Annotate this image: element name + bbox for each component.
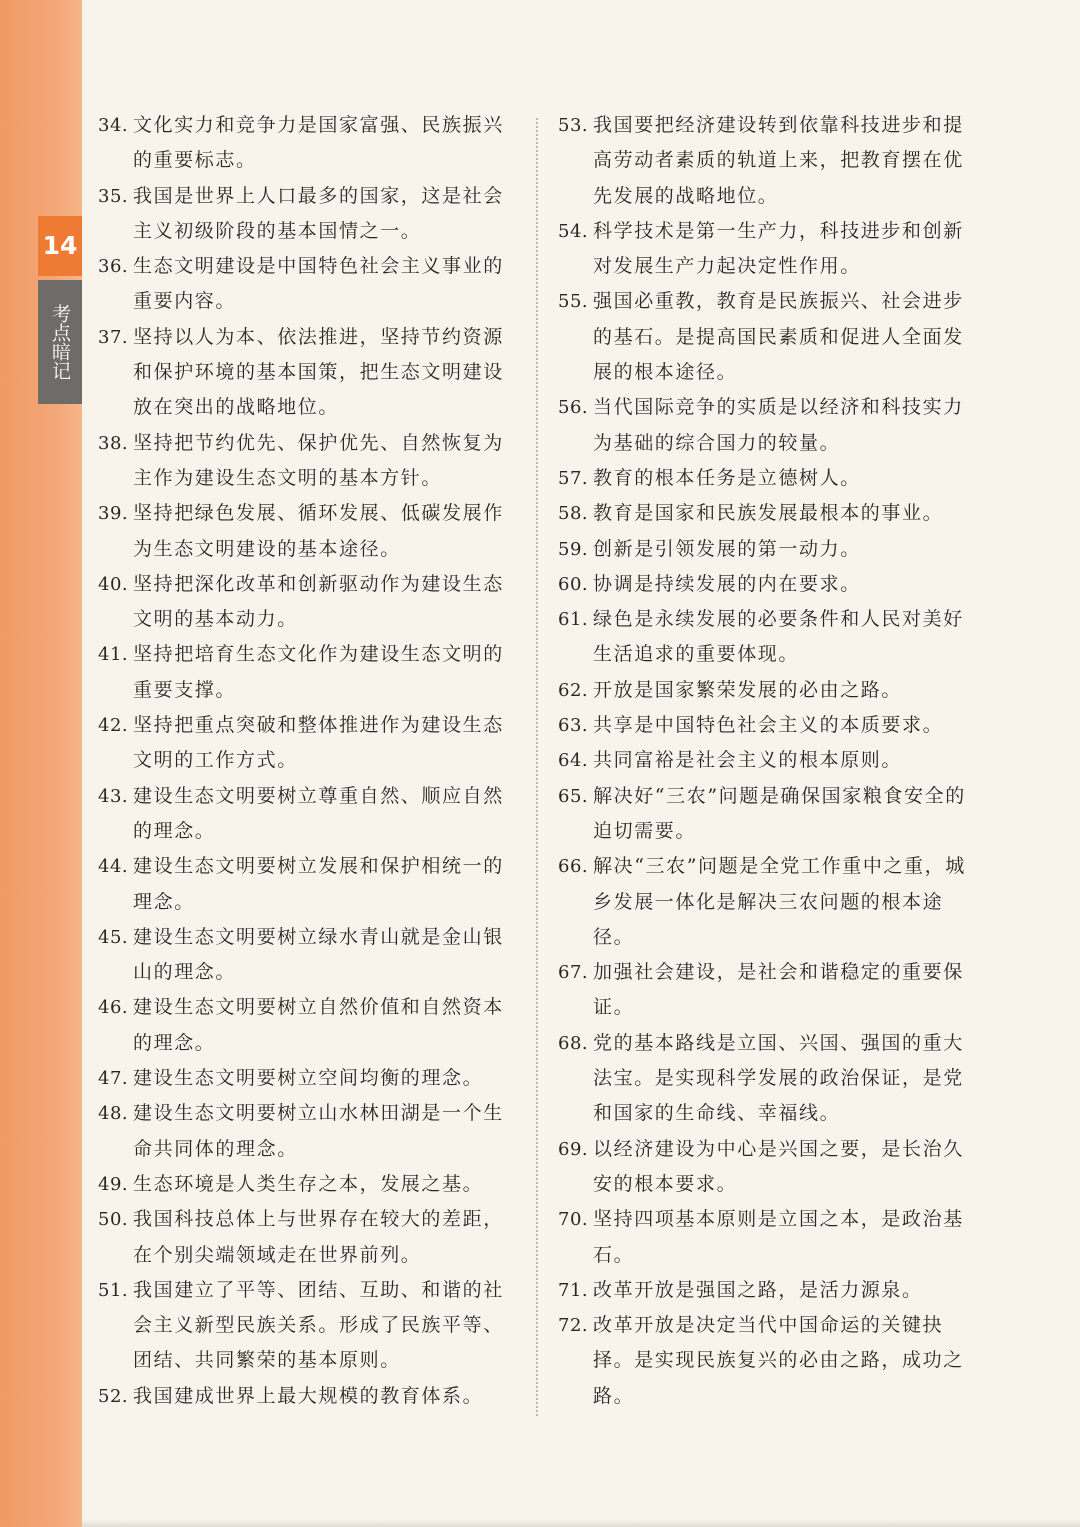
page-number: 14 xyxy=(38,216,82,276)
item-text: 坚持把重点突破和整体推进作为建设生态文明的工作方式。 xyxy=(133,714,504,772)
list-item xyxy=(558,1132,982,1203)
item-number: 35. xyxy=(98,185,129,207)
item-number: 58. xyxy=(558,503,589,525)
item-number: 46. xyxy=(98,997,129,1019)
item-number: 66. xyxy=(558,856,589,878)
item-text: 改革开放是决定当代中国命运的关键抉择。是实现民族复兴的必由之路，成功之路。 xyxy=(593,1314,964,1407)
list-item xyxy=(98,567,520,638)
list-item xyxy=(558,284,982,390)
item-text: 加强社会建设，是社会和谐稳定的重要保证。 xyxy=(593,961,964,1019)
item-text: 教育的根本任务是立德树人。 xyxy=(593,466,861,489)
item-text: 文化实力和竞争力是国家富强、民族振兴的重要标志。 xyxy=(133,114,504,172)
item-text: 我国科技总体上与世界存在较大的差距，在个别尖端领域走在世界前列。 xyxy=(133,1208,504,1266)
list-item xyxy=(98,637,520,708)
item-text: 建设生态文明要树立空间均衡的理念。 xyxy=(133,1067,484,1090)
item-number: 40. xyxy=(98,573,129,595)
item-text: 建设生态文明要树立绿水青山就是金山银山的理念。 xyxy=(133,925,504,984)
list-item xyxy=(98,708,520,779)
list-item xyxy=(558,390,982,461)
list-item xyxy=(98,1202,520,1273)
item-text: 解决好“三农”问题是确保国家粮食安全的迫切需要。 xyxy=(593,784,966,842)
item-number: 37. xyxy=(98,326,129,348)
list-item xyxy=(98,426,520,497)
list-item xyxy=(98,1096,520,1167)
item-text: 建设生态文明要树立尊重自然、顺应自然的理念。 xyxy=(133,784,504,842)
item-number: 72. xyxy=(558,1315,589,1337)
list-item xyxy=(558,779,982,850)
item-number: 38. xyxy=(98,432,129,454)
list-item xyxy=(558,214,982,285)
item-number: 57. xyxy=(558,467,589,489)
item-text: 建设生态文明要树立自然价值和自然资本的理念。 xyxy=(133,996,504,1054)
item-number: 65. xyxy=(558,785,589,807)
item-text: 坚持四项基本原则是立国之本，是政治基石。 xyxy=(593,1208,964,1266)
item-number: 67. xyxy=(558,962,589,984)
item-text: 共享是中国特色社会主义的本质要求。 xyxy=(593,714,944,737)
list-item xyxy=(98,496,520,567)
list-item xyxy=(98,990,520,1061)
item-text: 改革开放是强国之路，是活力源泉。 xyxy=(593,1278,923,1301)
item-text: 生态文明建设是中国特色社会主义事业的重要内容。 xyxy=(133,255,504,313)
list-item xyxy=(98,1061,520,1096)
list-item xyxy=(558,532,982,567)
item-number: 54. xyxy=(558,220,589,242)
item-text: 绿色是永续发展的必要条件和人民对美好生活追求的重要体现。 xyxy=(593,608,964,666)
item-text: 教育是国家和民族发展最根本的事业。 xyxy=(593,502,944,525)
item-number: 45. xyxy=(98,926,129,948)
list-item xyxy=(98,179,520,250)
item-number: 69. xyxy=(558,1138,589,1160)
list-item xyxy=(98,1379,520,1414)
list-item xyxy=(558,708,982,743)
list-item xyxy=(558,1308,982,1414)
item-number: 64. xyxy=(558,750,589,772)
item-number: 49. xyxy=(98,1173,129,1195)
item-number: 53. xyxy=(558,115,589,136)
list-item xyxy=(98,920,520,991)
item-number: 68. xyxy=(558,1032,589,1054)
side-tab xyxy=(38,216,82,404)
item-number: 60. xyxy=(558,573,589,595)
list-item xyxy=(558,567,982,602)
list-item xyxy=(558,1202,982,1273)
item-text: 以经济建设为中心是兴国之要，是长治久安的根本要求。 xyxy=(593,1137,964,1195)
item-number: 50. xyxy=(98,1209,129,1231)
list-item xyxy=(98,779,520,850)
item-number: 43. xyxy=(98,785,129,807)
item-number: 55. xyxy=(558,291,589,313)
item-text: 建设生态文明要树立发展和保护相统一的理念。 xyxy=(133,855,504,913)
item-text: 创新是引领发展的第一动力。 xyxy=(593,537,861,560)
item-text: 科学技术是第一生产力，科技进步和创新对发展生产力起决定性作用。 xyxy=(593,219,964,278)
left-column xyxy=(98,108,520,1414)
list-item xyxy=(98,1273,520,1379)
item-number: 36. xyxy=(98,256,129,278)
item-text: 坚持以人为本、依法推进，坚持节约资源和保护环境的基本国策，把生态文明建设放在突出的战略地位。 xyxy=(133,325,504,419)
list-item xyxy=(558,849,982,955)
item-text: 坚持把绿色发展、循环发展、低碳发展作为生态文明建设的基本途径。 xyxy=(133,502,504,560)
item-number: 62. xyxy=(558,679,589,701)
list-item xyxy=(98,849,520,920)
item-number: 41. xyxy=(98,644,129,666)
item-number: 39. xyxy=(98,503,129,525)
list-item xyxy=(98,108,520,179)
right-column xyxy=(558,108,982,1414)
item-number: 47. xyxy=(98,1068,129,1090)
item-text: 我国建立了平等、团结、互助、和谐的社会主义新型民族关系。形成了民族平等、团结、共同繁荣的基本原则。 xyxy=(133,1278,504,1372)
list-item xyxy=(98,1167,520,1202)
item-text: 建设生态文明要树立山水林田湖是一个生命共同体的理念。 xyxy=(133,1102,504,1160)
item-number: 63. xyxy=(558,715,589,737)
item-text: 协调是持续发展的内在要求。 xyxy=(593,572,861,595)
page-bottom-shadow xyxy=(82,1519,1080,1527)
item-number: 48. xyxy=(98,1103,129,1125)
item-text: 我国要把经济建设转到依靠科技进步和提高劳动者素质的轨道上来，把教育摆在优先发展的战略地位。 xyxy=(593,114,964,207)
item-text: 共同富裕是社会主义的根本原则。 xyxy=(593,749,903,772)
item-text: 我国是世界上人口最多的国家，这是社会主义初级阶段的基本国情之一。 xyxy=(133,184,504,242)
list-item xyxy=(558,461,982,496)
item-text: 当代国际竞争的实质是以经济和科技实力为基础的综合国力的较量。 xyxy=(593,396,964,454)
list-item xyxy=(558,1026,982,1132)
item-text: 生态环境是人类生存之本，发展之基。 xyxy=(133,1172,484,1195)
item-number: 61. xyxy=(558,609,589,631)
item-number: 70. xyxy=(558,1209,589,1231)
item-number: 51. xyxy=(98,1279,129,1301)
section-label: 考点暗记 xyxy=(38,280,82,404)
item-number: 59. xyxy=(558,538,589,560)
item-text: 解决“三农”问题是全党工作重中之重，城乡发展一体化是解决三农问题的根本途径。 xyxy=(593,855,966,948)
item-number: 42. xyxy=(98,715,129,737)
item-number: 44. xyxy=(98,856,129,878)
list-item xyxy=(558,602,982,673)
item-text: 坚持把深化改革和创新驱动作为建设生态文明的基本动力。 xyxy=(133,572,504,631)
list-item xyxy=(558,673,982,708)
item-number: 52. xyxy=(98,1385,129,1407)
list-item xyxy=(558,1273,982,1308)
item-number: 71. xyxy=(558,1279,589,1301)
list-item xyxy=(98,320,520,426)
list-item xyxy=(558,496,982,531)
item-text: 坚持把培育生态文化作为建设生态文明的重要支撑。 xyxy=(133,643,504,701)
column-divider xyxy=(536,118,538,1416)
item-text: 坚持把节约优先、保护优先、自然恢复为主作为建设生态文明的基本方针。 xyxy=(133,431,504,489)
item-text: 开放是国家繁荣发展的必由之路。 xyxy=(593,678,903,701)
list-item xyxy=(558,108,982,214)
list-item xyxy=(558,955,982,1026)
list-item xyxy=(98,249,520,320)
item-text: 我国建成世界上最大规模的教育体系。 xyxy=(133,1384,484,1407)
item-text: 强国必重教，教育是民族振兴、社会进步的基石。是提高国民素质和促进人全面发展的根本途径。 xyxy=(593,290,964,384)
item-number: 56. xyxy=(558,397,589,419)
item-number: 34. xyxy=(98,115,129,136)
list-item xyxy=(558,743,982,778)
item-text: 党的基本路线是立国、兴国、强国的重大法宝。是实现科学发展的政治保证，是党和国家的生命线、幸福线。 xyxy=(593,1031,964,1125)
